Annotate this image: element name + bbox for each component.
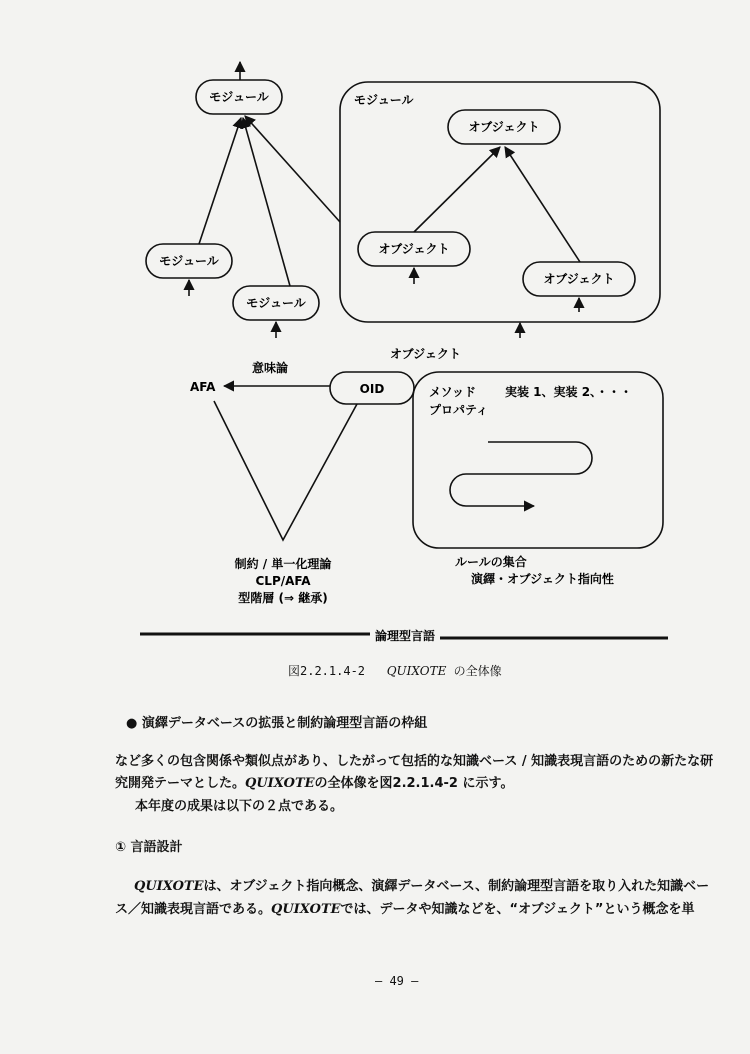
para1-line1: など多くの包含関係や類似点があり、したがって包括的な知識ベース / 知識表現言語のための新たな研 — [115, 754, 714, 769]
object-section-label: オブジェクト — [390, 347, 461, 361]
object-top-label: オブジェクト — [468, 120, 540, 134]
figure-caption — [288, 662, 502, 679]
module-top-label: モジュール — [209, 90, 269, 104]
constraint-line-1: 制約 / 単一化理論 — [234, 557, 332, 571]
module-container-label: モジュール — [354, 93, 414, 107]
figure-system-name: QUIXOTE — [386, 664, 447, 678]
edge-objright-to-objtop — [505, 147, 580, 262]
para3-line1-text: は、オブジェクト指向概念、演繹データベース、制約論理型言語を取り入れた知識ベー — [203, 879, 710, 894]
object-left-label: オブジェクト — [378, 242, 450, 256]
edge-objleft-to-objtop — [414, 147, 500, 232]
para1-line2-b: の全体像を図2.2.1.4-2 に示す。 — [314, 776, 514, 791]
module-container-box — [340, 82, 660, 322]
para1-line2-a: 究開発テーマとした。 — [115, 776, 246, 791]
section-heading — [126, 712, 427, 731]
method-label: メソッド — [429, 385, 477, 399]
bullet-icon: ● — [126, 716, 138, 731]
edge-container-to-top — [245, 116, 340, 222]
semantics-label: 意味論 — [252, 361, 289, 375]
property-label: プロパティ — [429, 403, 489, 417]
para1-system-name: QUIXOTE — [245, 776, 315, 791]
constraint-triangle — [214, 401, 357, 540]
edge-mid-to-top — [243, 118, 290, 286]
para2: 本年度の成果は以下の２点である。 — [135, 799, 344, 814]
para3-system-name: QUIXOTE — [134, 879, 204, 894]
para3-line2-system-name: QUIXOTE — [271, 902, 341, 917]
module-mid-label: モジュール — [246, 296, 306, 310]
para1-line2 — [115, 772, 513, 791]
deduction-oo-label: 演繹・オブジェクト指向性 — [471, 572, 614, 586]
para3-line1 — [134, 875, 709, 894]
oid-label: OID — [359, 382, 385, 396]
rule-serpentine — [450, 442, 592, 506]
figure-id: 図2.2.1.4-2 — [288, 664, 366, 678]
para3-line2-b: では、データや知識などを、“オブジェクト”という概念を単 — [340, 902, 695, 917]
para3-line2-a: ス／知識表現言語である。 — [115, 902, 272, 917]
rule-set-label: ルールの集合 — [455, 555, 527, 569]
afa-label: AFA — [190, 380, 216, 394]
page-number: ― 49 ― — [375, 974, 419, 988]
module-left-label: モジュール — [159, 254, 219, 268]
constraint-line-2: CLP/AFA — [255, 574, 311, 588]
section-heading-text: 演繹データベースの拡張と制約論理型言語の枠組 — [141, 716, 428, 731]
item-number: ① — [115, 840, 127, 855]
object-right-label: オブジェクト — [543, 272, 615, 286]
item-heading — [115, 836, 183, 855]
constraint-line-3: 型階層 (⇒ 継承) — [238, 591, 328, 605]
para3-line2 — [115, 898, 694, 917]
impl-label: 実装 1、実装 2、・・・ — [505, 385, 633, 399]
item-title: 言語設計 — [130, 840, 183, 855]
figure-caption-suffix: の全体像 — [453, 664, 502, 678]
edge-left-to-top — [199, 118, 241, 244]
logic-language-label: 論理型言語 — [374, 629, 436, 643]
